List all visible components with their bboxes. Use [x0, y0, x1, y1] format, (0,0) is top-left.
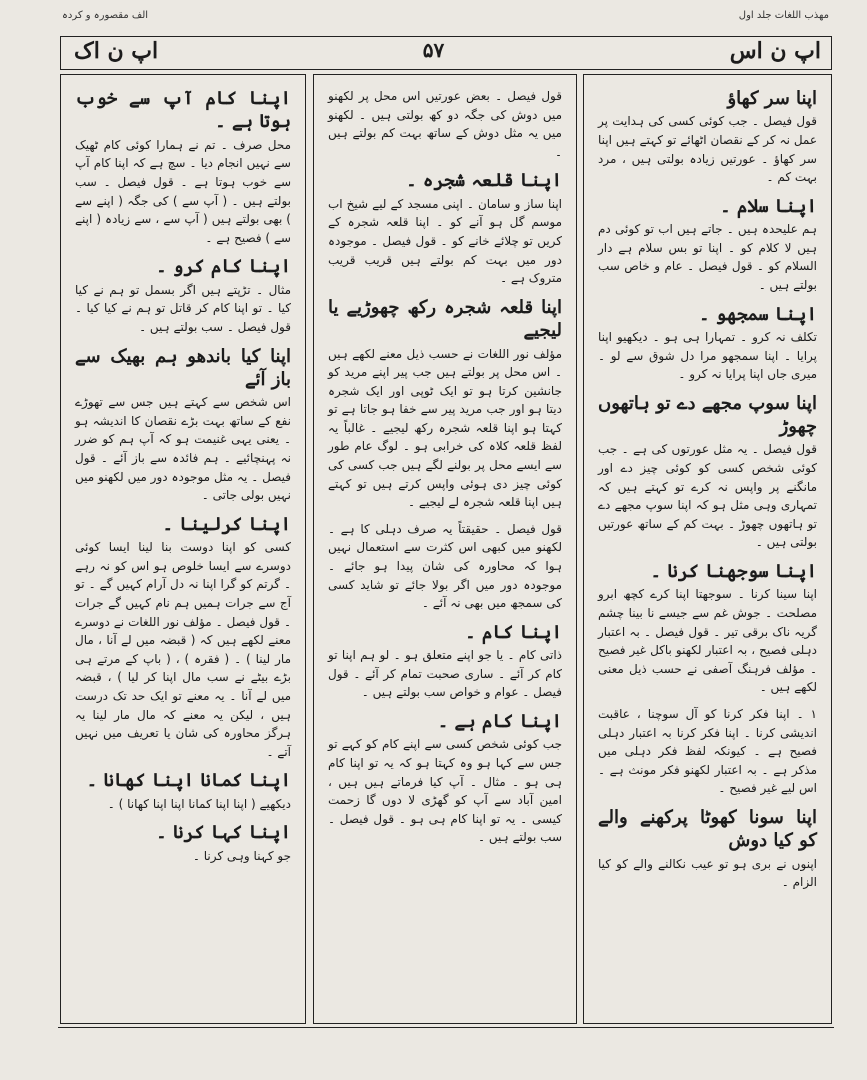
page-number: ۵۷: [422, 38, 445, 62]
dictionary-entry: [328, 621, 562, 702]
entry-text: مثال ۔ تڑپتے ہیں اگر بسمل تو ہم نے کیا کیا ۔ تو اپنا کام کر قاتل تو ہم نے کیا کیا ۔ قول فیصل ۔ سب بولتے ہیں ۔: [75, 282, 291, 334]
entry-headword: اپنا کام ہے ۔: [437, 711, 562, 732]
entry-headword: اپنا سوجھنا کرنا ۔: [650, 561, 817, 583]
entry-headword: اپنا سلام ۔: [720, 195, 817, 217]
dictionary-entry: [75, 769, 291, 813]
dictionary-entry: [75, 87, 291, 247]
entry-headword: اپنا کہا کرنا ۔: [156, 822, 291, 844]
entry-text: مؤلف نور اللغات نے حسب ذیل معنے لکھے ہیں ۔ اس محل پر بولتے ہیں جب پیر اپنے مرید کو جانشین کرتا ہو تو ایک ٹوپی اور ایک شجرہ دیتا ہو اور جب مرید پیر سے خفا ہو جاتا ہے تو کہتا ہو اپنا قلعہ شجرہ رکھ لیجیے ۔ غالباً یہ لفظ قلعہ کلاہ کی خرابی ہو ۔ لوگ عام طور سے ایسے محل پر بولنے لگے ہیں جب کسی کی کوئی چیز دی ہوئی واپس کرتے ہیں تو کہتے ہیں اپنا قلعہ شجرہ لے لیجیے ۔: [328, 346, 562, 510]
dictionary-entry: [598, 392, 817, 552]
entry-text: قول فیصل ۔ یہ مثل عورتوں کی ہے ۔ جب کوئی شخص کسی کو کوئی چیز دے اور مانگنے پر واپس نہ کرے تو کہتے ہیں کہ تمہاری وہی مثل ہو کہ اپنا سوپ مجھے دے تو ہاتھوں چھوڑ ۔ بہت کم کے ساتھ عورتیں بولتی ہیں ۔: [598, 442, 817, 550]
entry-headword: اپنا کرلینا ۔: [162, 513, 291, 535]
dictionary-entry: [328, 520, 562, 613]
entry-text: ۱ ۔ اپنا فکر کرنا کو آل سوچنا ، عاقبت اندیشی کرنا ۔ اپنا فکر کرنا بہ اعتبار دہلی فصیح ہے ۔ کیونکہ لفظ فکر دہلی میں مذکر ہے ۔ بہ اعتبار لکھنو فکر مونث ہے ۔ اس لیے غیر فصیح ۔: [598, 707, 817, 796]
dictionary-entry: [75, 345, 291, 505]
dictionary-entry: [328, 87, 562, 161]
entry-text: قول فیصل ۔ جب کوئی کسی کی ہدایت پر عمل نہ کر کے نقصان اٹھائے تو کہتے ہیں اپنا سر کھاؤ ۔ عورتیں زیادہ بولتی ہیں ، مرد بہت کم ۔: [598, 114, 817, 185]
entry-text: اپنوں نے بری ہو تو عیب نکالنے والے کو کیا الزام ۔: [598, 856, 817, 890]
dictionary-entry: [598, 806, 817, 892]
entry-text: محل صرف ۔ تم نے ہمارا کوئی کام ٹھیک سے نہیں انجام دیا ۔ سچ ہے کہ اپنا کام آپ سے خوب ہوتا ہے ۔ قول فیصل ۔ سب بولتے ہیں ۔ ( آپ سے ) کی جگہ ( اپنے سے ) بھی بولتے ہیں ( آپ سے ، سے زیادہ ( اپنے سے ) فصیح ہے ۔: [75, 137, 291, 245]
entry-headword: اپنا کام ۔: [465, 621, 562, 643]
entry-headword: اپنا کام کرو ۔: [156, 256, 291, 278]
section-note-small: الف مقصورہ و کردہ: [62, 10, 149, 21]
dictionary-entry: [328, 169, 562, 287]
entry-text: اپنا سینا کرنا ۔ سوجھتا اپنا کرے کچھ ابرو مصلحت ۔ جوش غم سے جیسے نا بینا چشم گریہ ناک برقی تیر ۔ قول فیصل ۔ بہ اعتبار دہلی فصیح ، بہ اعتبار لکھنو باکل غیر فصیح ۔ مؤلف فرہنگ آصفی نے حسب ذیل معنی لکھے ہیں ۔: [598, 587, 817, 695]
entry-headword: اپنا قلعہ شجرہ ۔: [406, 170, 562, 192]
entry-headword: اپنا کام آپ سے خوب ہوتا ہے ۔: [75, 88, 291, 133]
dictionary-entry: [75, 821, 291, 865]
dictionary-entry: [75, 513, 291, 762]
entry-text: اس شخص سے کہتے ہیں جس سے تھوڑے نفع کے ساتھ بہت بڑے نقصان کا اندیشہ ہو ۔ یعنی یہی غنیمت ہو کہ آپ ہم کو ضرر نہ پہنچائیے ۔ ہم فائدہ سے باز آئے ۔ قول فیصل ۔ یہ مثل موجودہ دور میں لکھنو میں نہیں بولی جاتی ۔: [75, 395, 291, 503]
entry-headword: اپنا سونا کھوٹا پرکھنے والے کو کیا دوش: [598, 806, 817, 852]
bottom-rule: [58, 1027, 834, 1028]
dictionary-entry: [328, 710, 562, 847]
entry-headword: اپنا سوپ مجھے دے تو ہاتھوں چھوڑ: [598, 392, 817, 438]
entry-headword: اپنا کیا باندھو ہم بھیک سے باز آئے: [75, 345, 291, 390]
column-middle: [313, 74, 577, 1024]
header-guide-word-left: اپ ن اک: [74, 38, 159, 64]
dictionary-entry: [598, 705, 817, 798]
column-left: [60, 74, 306, 1024]
dictionary-entry: [598, 303, 817, 384]
dictionary-entry: [328, 296, 562, 512]
entry-headword: اپنا سمجھو ۔: [698, 303, 817, 325]
entry-text: قول فیصل ۔ حقیقتاً یہ صرف دہلی کا ہے ۔ لکھنو میں کبھی اس کثرت سے استعمال نہیں ہوا کہ محاورہ کی شان پیدا ہو جائے ۔ موجودہ دور میں اگر بولا جائے تو شاید کسی کی سمجھ میں بھی نہ آئے ۔: [328, 521, 562, 611]
entry-text: اپنا ساز و سامان ۔ اپنی مسجد کے لیے شیخ اب موسم گل ہو آنے کو ۔ اپنا قلعہ شجرہ کے کریں تو چلائے خانے کو ۔ قول فیصل ۔ موجودہ دور میں بہت کم بولتے ہیں قریب قریب متروک ہے ۔: [328, 196, 562, 286]
entry-text: قول فیصل ۔ بعض عورتیں اس محل پر لکھنو میں دوش کی جگہ دو کھ بولتی ہیں ۔ لکھنو میں یہ مثل دوش کے ساتھ بہت کم بولتے ہیں ۔: [328, 89, 562, 159]
entry-text: تکلف نہ کرو ۔ تمہارا ہی ہو ۔ دیکھیو اپنا پرایا ۔ اپنا سمجھو مرا دل شوق سے لو ۔ میری جاں اپنا پرایا نہ کرو ۔: [598, 329, 817, 382]
dictionary-entry: [598, 87, 817, 187]
dictionary-entry: [598, 195, 817, 295]
entry-headword: اپنا کمانا اپنا کھانا ۔: [86, 770, 291, 792]
dictionary-entry: [598, 560, 817, 697]
entry-text: جو کہنا وہی کرنا ۔: [192, 848, 291, 863]
column-right: [583, 74, 832, 1024]
entry-headword: اپنا قلعہ شجرہ رکھ چھوڑیے یا لیجیے: [328, 296, 562, 342]
entry-text: ذاتی کام ۔ یا جو اپنے متعلق ہو ۔ لو ہم اپنا تو کام کر آئے ۔ ساری صحبت تمام کر آئے ۔ قول فیصل ۔ عوام و خواص سب بولتے ہیں ۔: [328, 648, 562, 700]
entry-headword: اپنا سر کھاؤ: [727, 88, 817, 109]
book-title-small: مهذب اللغات جلد اول: [738, 10, 829, 21]
header-guide-word-right: اپ ن اس: [729, 38, 821, 64]
dictionary-entry: [75, 255, 291, 336]
entry-text: دیکھیے ( اپنا اپنا کمانا اپنا اپنا کھانا ) ۔: [107, 796, 291, 811]
entry-text: ہم علیحدہ ہیں ۔ جاتے ہیں اب تو کوئی دم ہیں لا کلام کو ۔ اپنا تو بس سلام ہے دار السلام کو ۔ قول فیصل ۔ عام و خاص سب بولتے ہیں ۔: [598, 222, 817, 292]
entry-text: کسی کو اپنا دوست بنا لینا ایسا کوئی دوسرے سے ایسا خلوص ہو اس کو نہ رہے ۔ گرتم کو گرا اپنا نہ دل آرام کہیں گے ۔ تو آج سے جرات ہمیں ہم نام کہیں گے جرات ۔ قول فیصل ۔ مؤلف نور اللغات نے دوسرے معنے لکھے ہیں کہ ( قبضہ میں لے آنا ، مال مار لینا ) ۔ ( فقرہ ) ، ( باپ کے مرتے ہی بڑے بیٹے نے سب مال اپنا کر لیا ) ، قبضہ میں لے آنا ۔ یہ معنے تو ایک حد تک درست ہیں ، لیکن یہ معنے کہ مال مار لینا یہ ہرگز محاورہ کی شان یا تعریف میں نہیں آتے ۔: [75, 540, 291, 759]
entry-text: جب کوئی شخص کسی سے اپنے کام کو کہے تو جس سے کہا ہو وہ کہتا ہو کہ یہ تو اپنا کام ہی ہو ۔ مثال ۔ آپ کیا فرماتے ہیں ہیں ، امین آباد سے آپ کو گھڑی لا دوں گا زحمت کیسی ۔ یہ تو اپنا کام ہی ہو ۔ قول فیصل ۔ سب بولتے ہیں ۔: [328, 737, 562, 845]
